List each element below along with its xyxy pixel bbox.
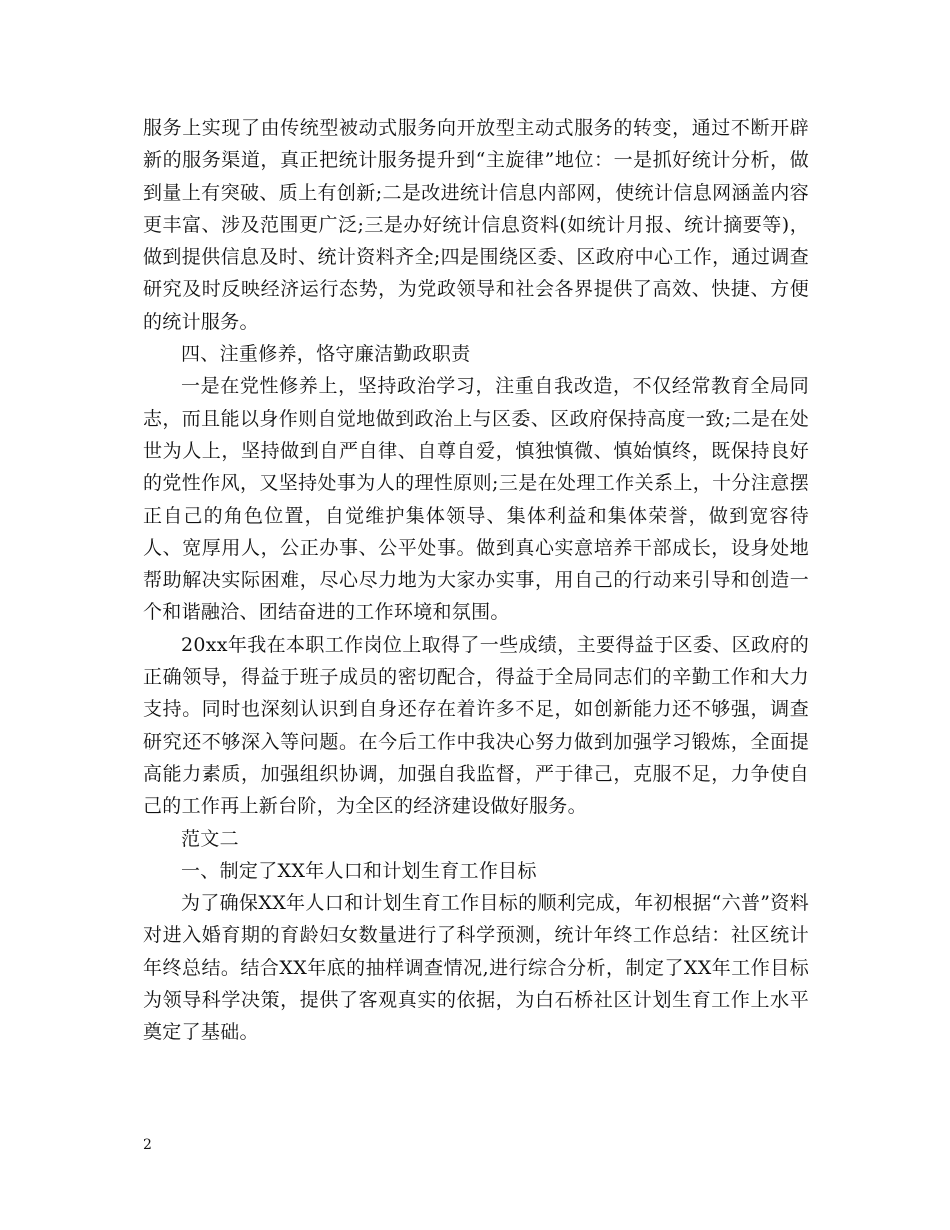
section-heading-self-cultivation: 四、注重修养，恪守廉洁勤政职责: [181, 343, 471, 366]
paragraph-achievements-summary: 20xx年我在本职工作岗位上取得了一些成绩，主要得益于区委、区政府的正确领导，得益于班子成员的密切配合，得益于全局同志们的辛勤工作和大力支持。同时也深刻认识到自身还存在着许多不足，如创新能力还不够强，调查研究还不够深入等问题。在今后工作中我决心努力做到加强学习锻炼，全面提高能力素质，加强组织协调，加强自我监督，严于律己，克服不足，力争使自己的工作再上新台阶，为全区的经济建设做好服务。: [143, 633, 809, 818]
paragraph-population-planning: 为了确保XX年人口和计划生育工作目标的顺利完成，年初根据“六普”资料对进入婚育期的育龄妇女数量进行了科学预测，统计年终工作总结：社区统计年终总结。结合XX年底的抽样调查情况,进行综合分析，制定了XX年工作目标为领导科学决策，提供了客观真实的依据，为白石桥社区计划生育工作上水平奠定了基础。: [143, 892, 809, 1044]
paragraph-party-cultivation: 一是在党性修养上，坚持政治学习，注重自我改造，不仅经常教育全局同志，而且能以身作则自觉地做到政治上与区委、区政府保持高度一致;二是在处世为人上，坚持做到自严自律、自尊自爱，慎独慎微、慎始慎终，既保持良好的党性作风，又坚持处事为人的理性原则;三是在处理工作关系上，十分注意摆正自己的角色位置，自觉维护集体领导、集体利益和集体荣誉，做到宽容待人、宽厚用人，公正办事、公平处事。做到真心实意培养干部成长，设身处地帮助解决实际困难，尽心尽力地为大家办实事，用自己的行动来引导和创造一个和谐融洽、团结奋进的工作环境和氛围。: [143, 375, 809, 624]
page-number: 2: [143, 1137, 152, 1153]
section-heading-population-goals: 一、制定了XX年人口和计划生育工作目标: [181, 859, 537, 882]
sample-two-heading: 范文二: [181, 827, 239, 850]
document-body: [143, 112, 809, 1049]
paragraph-statistics-service: 服务上实现了由传统型被动式服务向开放型主动式服务的转变，通过不断开辟新的服务渠道，真正把统计服务提升到“主旋律”地位：一是抓好统计分析，做到量上有突破、质上有创新;二是改进统计信息内部网，使统计信息网涵盖内容更丰富、涉及范围更广泛;三是办好统计信息资料(如统计月报、统计摘要等)，做到提供信息及时、统计资料齐全;四是围绕区委、区政府中心工作，通过调查研究及时反映经济运行态势，为党政领导和社会各界提供了高效、快捷、方便的统计服务。: [143, 117, 809, 333]
